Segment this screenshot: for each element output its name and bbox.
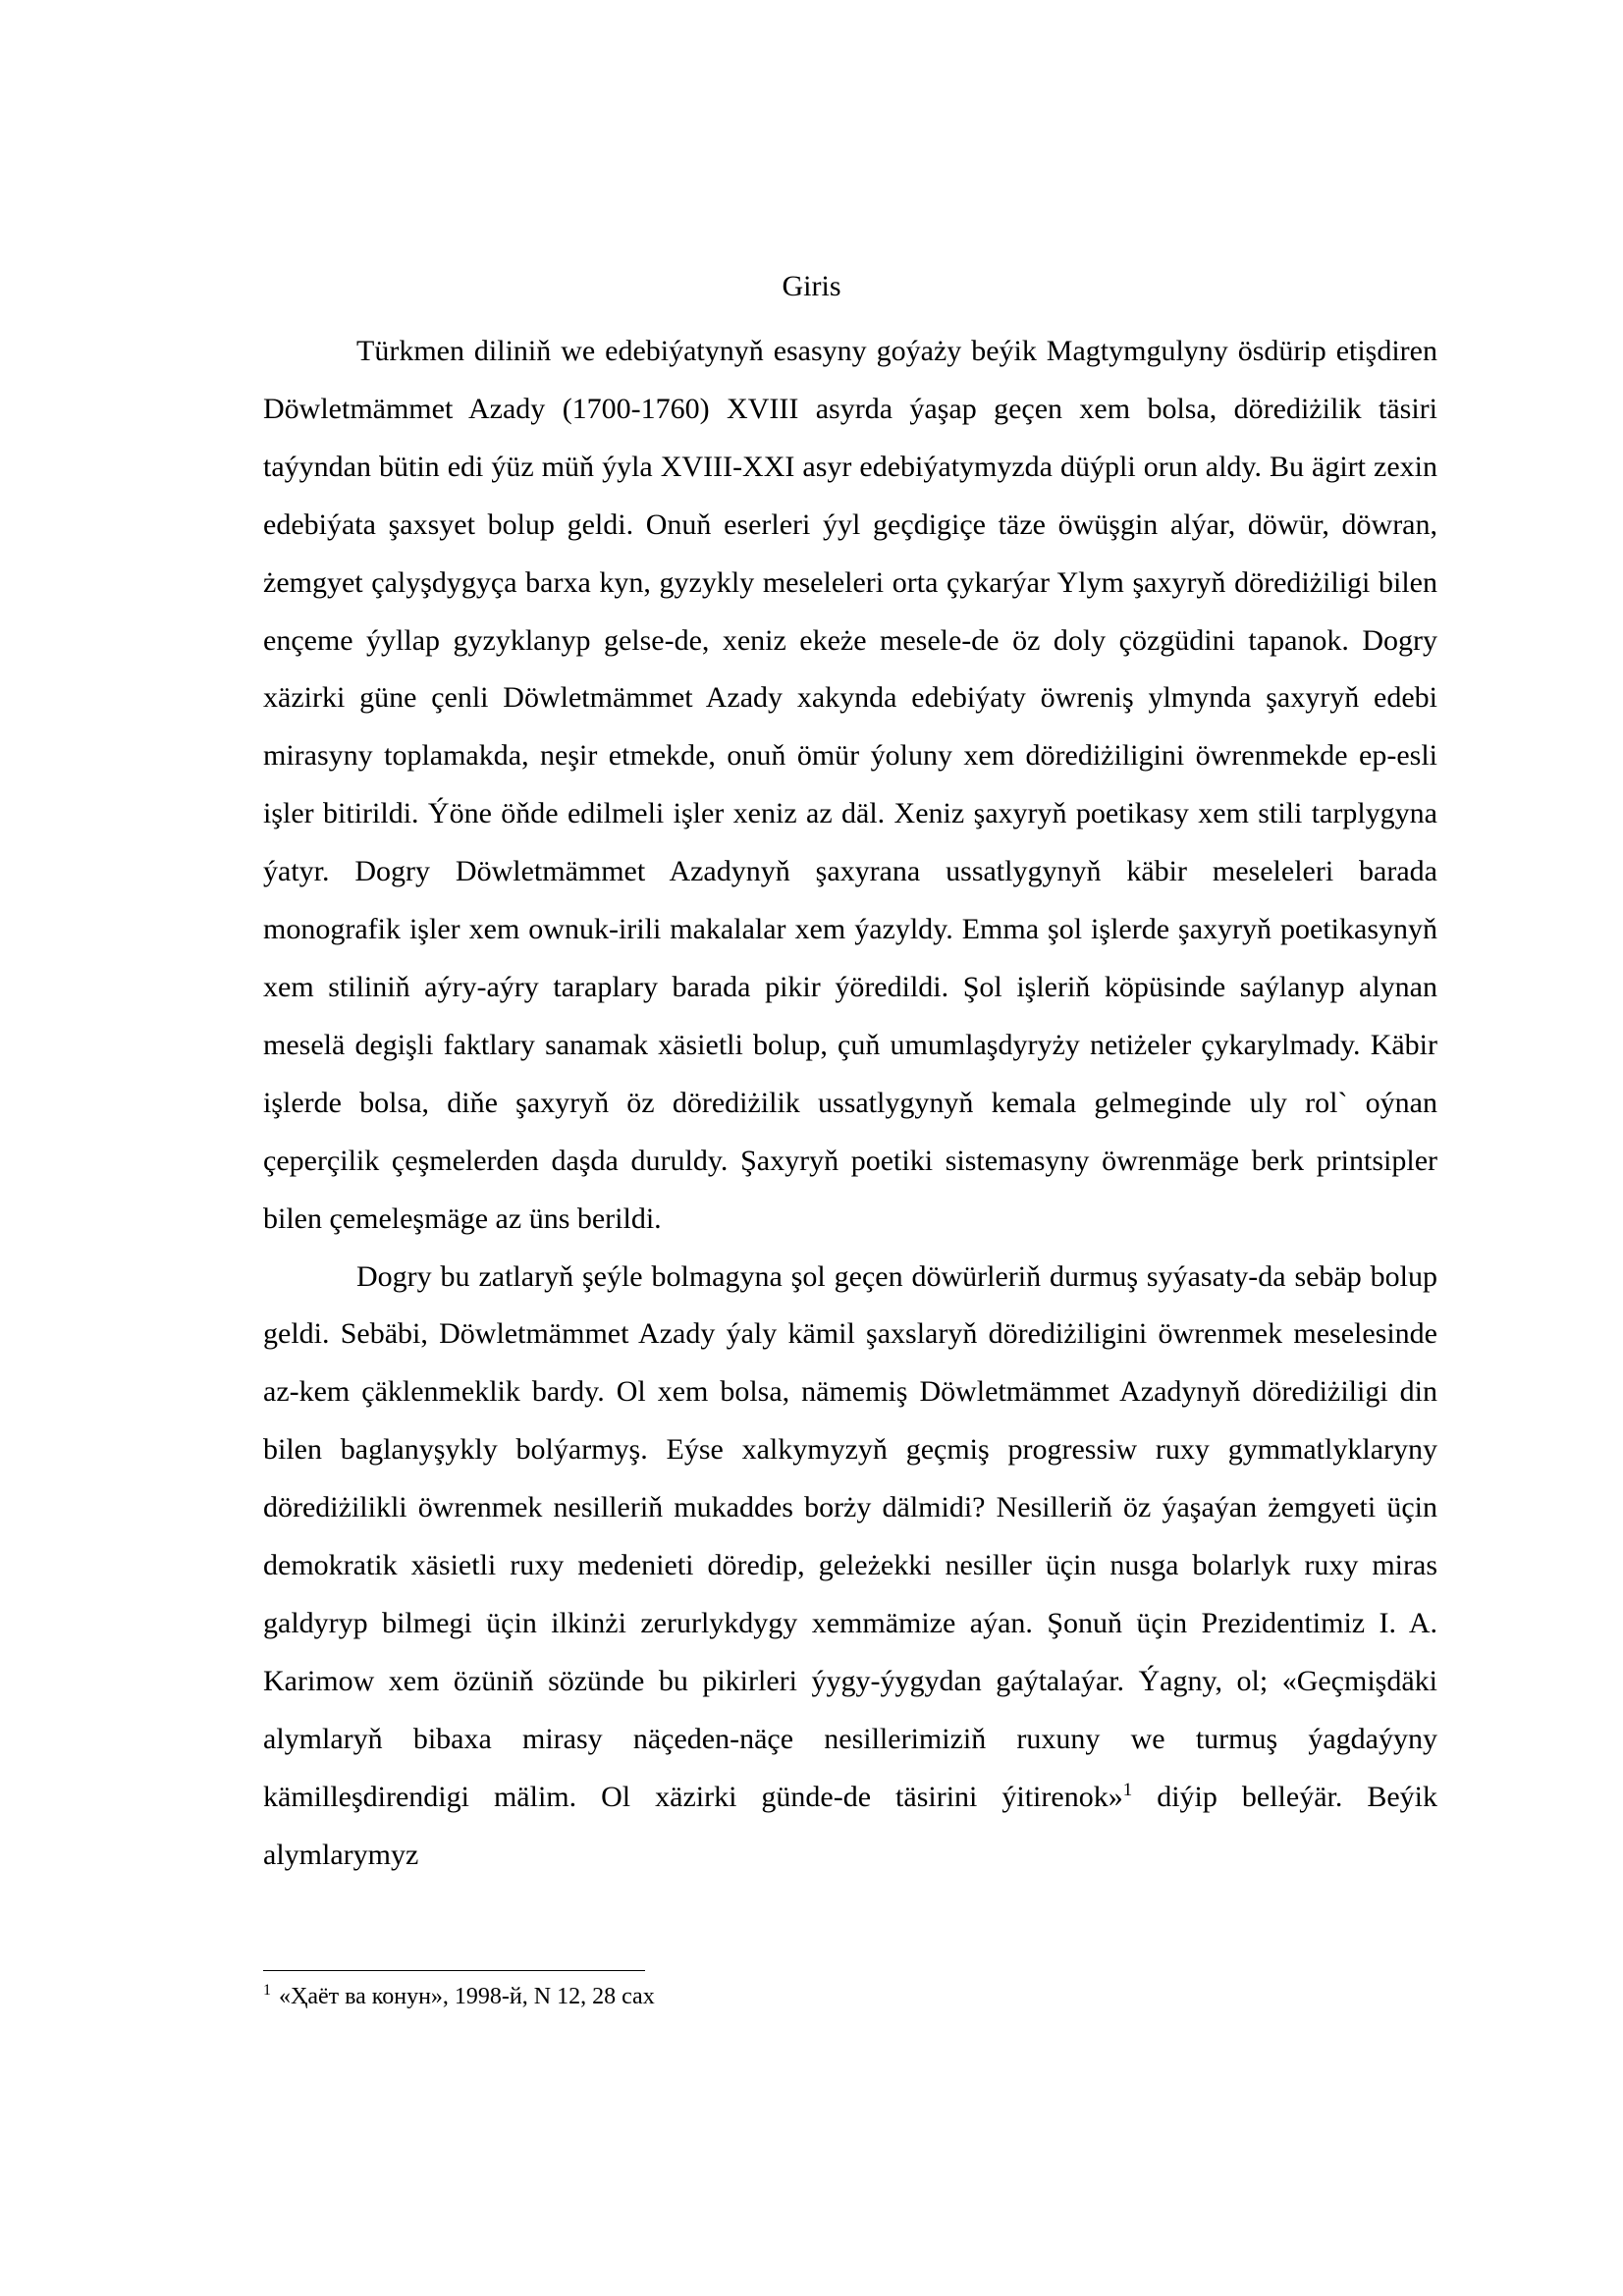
body-text [263,323,1437,1884]
footnote-marker: 1 [263,1982,271,1999]
paragraph [263,323,1437,1249]
document-heading: Giris [782,270,841,302]
footnote-text: «Ҳаёт ва конун», 1998-й, N 12, 28 сах [279,1984,655,2009]
paragraph-text-continued: diýip belleýär. Beýik alymlarymyz [263,1780,1438,1871]
footnote-separator [263,1970,645,1971]
footnote-reference: 1 [1122,1779,1133,1800]
paragraph-text: Dogry bu zatlaryň şeýle bolmagyna şol geçen döwürleriň durmuş syýasaty-da sebäp bolup geldi. Sebäbi, Döwletmämmet Azady ýaly kämil şaxslaryň dörediżiligini öwrenmek meselesinde az-kem çäklenmeklik bardy. Ol xem bolsa, nämemiş Döwletmämmet Azadynyň dörediżiligi din bilen baglanyşykly bolýarmyş. Eýse xalkymyzyň geçmiş progressiw ruxy gymmatlyklaryny dörediżilikli öwrenmek nesilleriň mukaddes borży dälmidi? Nesilleriň öz ýaşaýan żemgyeti üçin demokratik xäsietli ruxy medenieti döredip, geleżekki nesiller üçin nusga bolarlyk ruxy miras galdyryp bilmegi üçin ilkinżi zerurlykdygy xemmämize aýan. Şonuň üçin Prezidentimiz I. A. Karimow xem özüniň sözünde bu pikirleri ýygy-ýygydan gaýtalaýar. Ýagny, ol; «Geçmişdäki alymlaryň bibaxa mirasy näçeden-näçe nesillerimiziň ruxuny we turmuş ýagdaýyny kämilleşdirendigi mälim. Ol xäzirki günde-de täsirini ýitirenok» [263,1259,1437,1813]
footnote [263,1982,1437,2011]
paragraph [263,1249,1437,1885]
paragraph-text: Türkmen diliniň we edebiýatynyň esasyny goýaży beýik Magtymgulyny ösdürip etişdiren Döwletmämmet Azady (1700-1760) XVIII asyrda ýaşap geçen xem bolsa, dörediżilik täsiri taýyndan bütin edi ýüz müň ýyla XVIII-XXI asyr edebiýatymyzda düýpli orun aldy. Bu ägirt zexin edebiýata şaxsyet bolup geldi. Onuň eserleri ýyl geçdigiçe täze öwüşgin alýar, döwür, döwran, żemgyet çalyşdygyça barxa kyn, gyzykly meseleleri orta çykarýar Ylym şaxyryň dörediżiligi bilen ençeme ýyllap gyzyklanyp gelse-de, xeniz ekeże mesele-de öz doly çözgüdini tapanok. Dogry xäzirki güne çenli Döwletmämmet Azady xakynda edebiýaty öwreniş ylmynda şaxyryň edebi mirasyny toplamakda, neşir etmekde, onuň ömür ýoluny xem dörediżiligini öwrenmekde ep-esli işler bitirildi. Ýöne öňde edilmeli işler xeniz az däl. Xeniz şaxyryň poetikasy xem stili tarplygyna ýatyr. Dogry Döwletmämmet Azadynyň şaxyrana ussatlygynyň käbir meseleleri barada monografik işler xem ownuk-irili makalalar xem ýazyldy. Emma şol işlerde şaxyryň poetikasynyň xem stiliniň aýry-aýry taraplary barada pikir ýöredildi. Şol işleriň köpüsinde saýlanyp alynan meselä degişli faktlary sanamak xäsietli bolup, çuň umumlaşdyryży netiżeler çykarylmady. Käbir işlerde bolsa, diňe şaxyryň öz dörediżilik ussatlygynyň kemala gelmeginde uly rol` oýnan çeperçilik çeşmelerden daşda duruldy. Şaxyryň poetiki sistemasyny öwrenmäge berk printsipler bilen çemeleşmäge az üns berildi. [263,335,1437,1235]
